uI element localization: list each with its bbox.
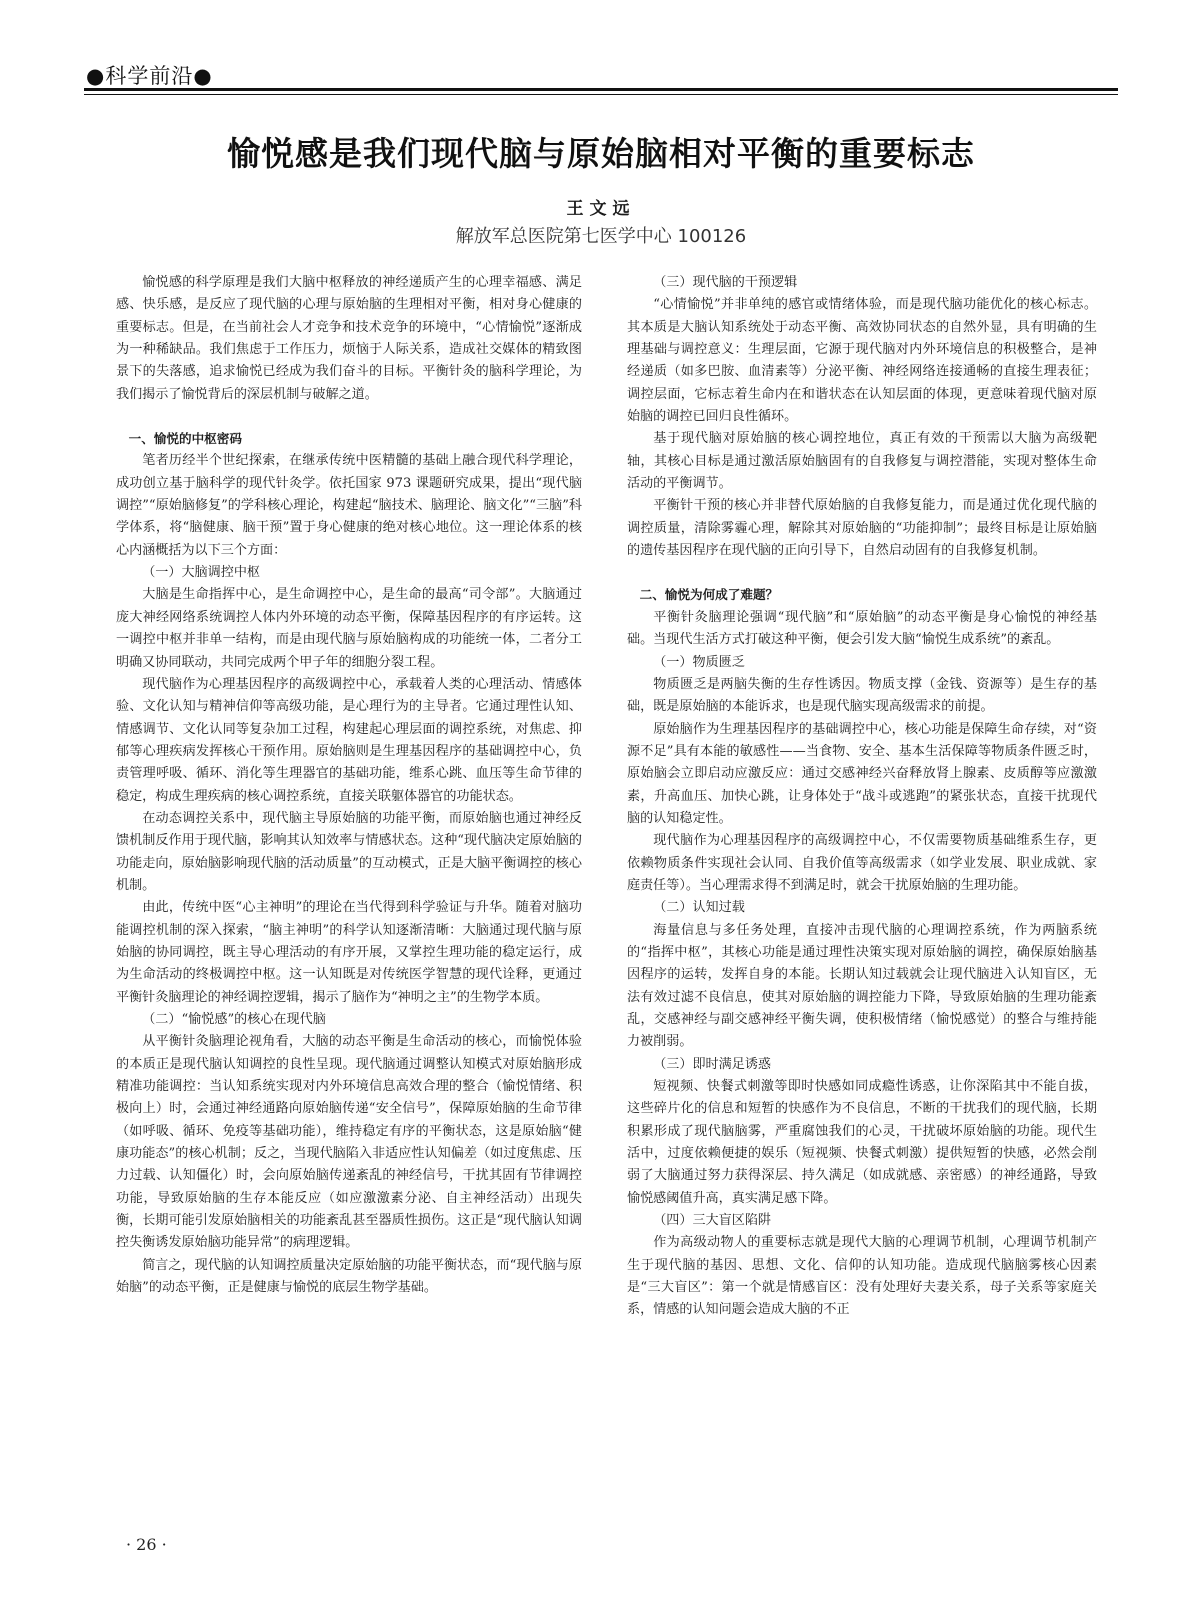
article-title: 愉悦感是我们现代脑与原始脑相对平衡的重要标志 (227, 134, 975, 173)
page-number: · 26 · (126, 1535, 167, 1554)
header-rule (84, 88, 1118, 91)
paragraph: 原始脑作为生理基因程序的基础调控中心，核心功能是保障生命存续，对“资源不足”具有本能的敏感性——当食物、安全、基本生活保障等物质条件匮乏时，原始脑会立即启动应激反应：通过交感神经兴奋释放肾上腺素、皮质醇等应激激素，升高血压、加快心跳，让身体处于“战斗或逃跑”的紧张状态，直接干扰现代脑的认知稳定性。 (627, 721, 1097, 826)
left-column (116, 272, 582, 1299)
subsection-heading: （四）三大盲区陷阱 (653, 1213, 772, 1229)
intro-paragraph: 愉悦感的科学原理是我们大脑中枢释放的神经递质产生的心理幸福感、满足感、快乐感，是反应了现代脑的心理与原始脑的生理相对平衡，相对身心健康的重要标志。但是，在当前社会人才竞争和技术竞争的环境中，“心情愉悦”逐渐成为一种稀缺品。我们焦虑于工作压力，烦恼于人际关系，造成社交媒体的精致图景下的失落感，追求愉悦已经成为我们奋斗的目标。平衡针灸的脑科学理论，为我们揭示了愉悦背后的深层机制与破解之道。 (116, 275, 582, 402)
paragraph: 基于现代脑对原始脑的核心调控地位，真正有效的干预需以大脑为高级靶轴，其核心目标是通过激活原始脑固有的自我修复与调控潜能，实现对整体生命活动的平衡调节。 (627, 431, 1097, 492)
section-label: ●科学前沿● (86, 64, 213, 88)
paragraph: 平衡针灸脑理论强调“现代脑”和“原始脑”的动态平衡是身心愉悦的神经基础。当现代生活方式打破这种平衡，便会引发大脑“愉悦生成系统”的紊乱。 (627, 609, 1097, 648)
paragraph: 平衡针干预的核心并非替代原始脑的自我修复能力，而是通过优化现代脑的调控质量，清除雾霾心理，解除其对原始脑的“功能抑制”；最终目标是让原始脑的遗传基因程序在现代脑的正向引导下，自然启动固有的自我修复机制。 (627, 498, 1097, 559)
subsection-heading: （二）“愉悦感”的核心在现代脑 (142, 1012, 326, 1027)
paragraph: 从平衡针灸脑理论视角看，大脑的动态平衡是生命活动的核心，而愉悦体验的本质正是现代脑认知调控的良性呈现。现代脑通过调整认知模式对原始脑形成精准功能调控：当认知系统实现对内外环境信息高效合理的整合（愉悦情绪、积极向上）时，会通过神经通路向原始脑传递“安全信号”，保障原始脑的生命节律（如呼吸、循环、免疫等基础功能），维持稳定有序的平衡状态，这是原始脑“健康功能态”的核心机制；反之，当现代脑陷入非适应性认知偏差（如过度焦虑、压力过载、认知僵化）时，会向原始脑传递紊乱的神经信号，干扰其固有节律调控功能，导致原始脑的生存本能反应（如应激激素分泌、自主神经活动）出现失衡，长期可能引发原始脑相关的功能紊乱甚至器质性损伤。这正是“现代脑认知调控失衡诱发原始脑功能异常”的病理逻辑。 (116, 1034, 582, 1251)
subsection-heading: （三）现代脑的干预逻辑 (653, 275, 798, 290)
paragraph: 海量信息与多任务处理，直接冲击现代脑的心理调控系统，作为两脑系统的“指挥中枢”，其核心功能是通过理性决策实现对原始脑的调控，确保原始脑基因程序的运转，发挥自身的本能。长期认知过载就会让现代脑进入认知盲区，无法有效过滤不良信息，使其对原始脑的调控能力下降，导致原始脑的生理功能紊乱，交感神经与副交感神经平衡失调，使积极情绪（愉悦感觉）的整合与维持能力被削弱。 (627, 922, 1097, 1050)
paragraph: 现代脑作为心理基因程序的高级调控中心，不仅需要物质基础维系生存，更依赖物质条件实现社会认同、自我价值等高级需求（如学业发展、职业成就、家庭责任等）。当心理需求得不到满足时，就会干扰原始脑的生理功能。 (627, 833, 1097, 893)
article-affiliation: 解放军总医院第七医学中心 100126 (455, 226, 747, 247)
paragraph: 现代脑作为心理基因程序的高级调控中心，承载着人类的心理活动、情感体验、文化认知与精神信仰等高级功能，是心理行为的主导者。它通过理性认知、情感调节、文化认同等复杂加工过程，构建起心理层面的调控系统，对焦虑、抑郁等心理疾病发挥核心干预作用。原始脑则是生理基因程序的基础调控中心，负责管理呼吸、循环、消化等生理器官的基础功能，维系心跳、血压等生命节律的稳定，构成生理疾病的核心调控系统，直接关联躯体器官的功能状态。 (116, 676, 582, 804)
paragraph: 大脑是生命指挥中心，是生命调控中心，是生命的最高“司令部”。大脑通过庞大神经网络系统调控人体内外环境的动态平衡，保障基因程序的有序运转。这一调控中枢并非单一结构，而是由现代脑与原始脑构成的功能统一体，二者分工明确又协同联动，共同完成两个甲子年的细胞分裂工程。 (116, 587, 582, 670)
subsection-heading: （三）即时满足诱惑 (653, 1056, 772, 1072)
paragraph: 简言之，现代脑的认知调控质量决定原始脑的功能平衡状态，而“现代脑与原始脑”的动态平衡，正是健康与愉悦的底层生物学基础。 (116, 1257, 582, 1296)
paragraph: 物质匮乏是两脑失衡的生存性诱因。物质支撑（金钱、资源等）是生存的基础，既是原始脑的本能诉求，也是现代脑实现高级需求的前提。 (627, 676, 1097, 715)
paragraph: 在动态调控关系中，现代脑主导原始脑的功能平衡，而原始脑也通过神经反馈机制反作用于现代脑，影响其认知效率与情感状态。这种“现代脑决定原始脑的功能走向，原始脑影响现代脑的活动质量”的互动模式，正是大脑平衡调控的核心机制。 (116, 810, 582, 893)
subsection-heading: （一）大脑调控中枢 (142, 565, 261, 581)
article-author: 王文远 (566, 199, 636, 219)
subsection-heading: （一）物质匮乏 (653, 654, 745, 670)
paragraph: 笔者历经半个世纪探索，在继承传统中医精髓的基础上融合现代科学理论，成功创立基于脑科学的现代针灸学。依托国家 973 课题研究成果，提出“现代脑调控”“原始脑修复”的学科核心理论，构建起“脑技术、脑理论、脑文化”“三脑”科学体系，将“脑健康、脑干预”置于身心健康的绝对核心地位。这一理论体系的核心内涵概括为以下三个方面： (116, 453, 582, 558)
section-heading: 二、愉悦为何成了难题？ (639, 587, 779, 603)
right-column (627, 272, 1097, 1322)
paragraph: 作为高级动物人的重要标志就是现代大脑的心理调节机制，心理调节机制产生于现代脑的基因、思想、文化、信仰的认知功能。造成现代脑脑雾核心因素是“三大盲区”：第一个就是情感盲区：没有处理好夫妻关系，母子关系等家庭关系，情感的认知问题会造成大脑的不正 (627, 1235, 1097, 1318)
paragraph: 短视频、快餐式刺激等即时快感如同成瘾性诱惑，让你深陷其中不能自拔，这些碎片化的信息和短暂的快感作为不良信息，不断的干扰我们的现代脑，长期积累形成了现代脑脑雾，严重腐蚀我们的心灵，干扰破坏原始脑的功能。现代生活中，过度依赖便捷的娱乐（短视频、快餐式刺激）提供短暂的快感，必然会削弱了大脑通过努力获得深层、持久满足（如成就感、亲密感）的神经通路，导致愉悦感阈值升高，真实满足感下降。 (627, 1079, 1097, 1206)
paragraph: 由此，传统中医“心主神明”的理论在当代得到科学验证与升华。随着对脑功能调控机制的深入探索，“脑主神明”的科学认知逐渐清晰：大脑通过现代脑与原始脑的协同调控，既主导心理活动的有序开展，又掌控生理功能的稳定运行，成为生命活动的终极调控中枢。这一认知既是对传统医学智慧的现代诠释，更通过平衡针灸脑理论的神经调控逻辑，揭示了脑作为“神明之主”的生物学本质。 (116, 900, 582, 1005)
section-heading: 一、愉悦的中枢密码 (128, 431, 242, 447)
subsection-heading: （二）认知过载 (653, 900, 745, 916)
header-rule-thin (84, 94, 1118, 95)
paragraph: “心情愉悦”并非单纯的感官或情绪体验，而是现代脑功能优化的核心标志。其本质是大脑认知系统处于动态平衡、高效协同状态的自然外显，具有明确的生理基础与调控意义：生理层面，它源于现代脑对内外环境信息的积极整合，是神经递质（如多巴胺、血清素等）分泌平衡、神经网络连接通畅的直接生理表征；调控层面，它标志着生命内在和谐状态在认知层面的体现，更意味着现代脑对原始脑的调控已回归良性循环。 (627, 297, 1097, 425)
